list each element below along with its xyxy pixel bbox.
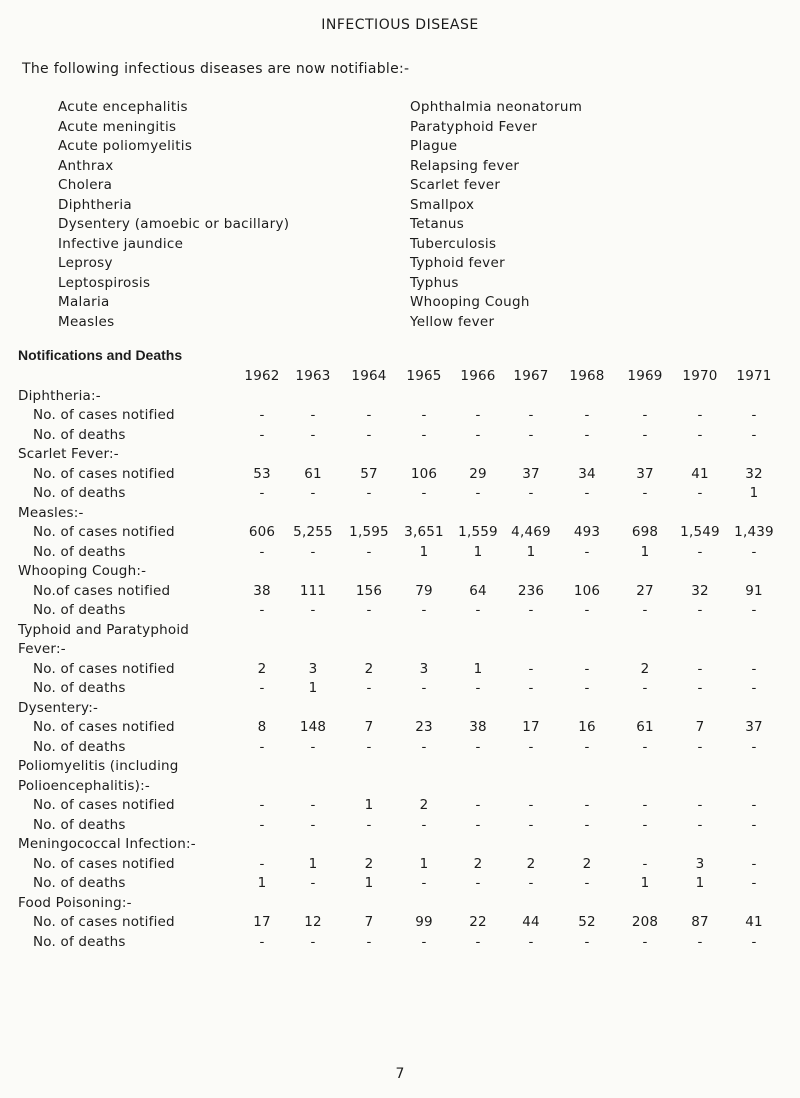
table-cell: - — [366, 485, 372, 501]
year-header: 1962 — [244, 368, 280, 384]
year-header: 1969 — [627, 368, 663, 384]
table-cell: - — [642, 680, 648, 696]
row-label: No. of cases notified — [33, 524, 175, 540]
table-row — [0, 523, 800, 543]
notifiable-disease-item: Dysentery (amoebic or bacillary) — [58, 216, 290, 232]
table-cell: - — [421, 407, 427, 423]
table-row — [0, 426, 800, 446]
table-cell: - — [584, 797, 590, 813]
table-cell: 4,469 — [511, 524, 551, 540]
disease-group-heading — [0, 777, 800, 797]
table-cell: - — [366, 602, 372, 618]
table-cell: 22 — [469, 914, 487, 930]
table-cell: - — [528, 933, 534, 950]
notifiable-disease-item: Tetanus — [410, 216, 465, 232]
table-cell: - — [310, 816, 316, 833]
notifiable-disease-item: Leptospirosis — [58, 274, 151, 291]
row-label: No. of deaths — [33, 816, 126, 833]
table-cell: - — [584, 485, 590, 501]
table-cell: - — [697, 680, 703, 696]
table-cell: 2 — [257, 660, 267, 677]
table-cell: 1 — [473, 660, 483, 677]
table-cell: - — [751, 738, 757, 755]
notifiable-disease-item: Acute encephalitis — [58, 99, 188, 115]
table-cell: - — [584, 875, 590, 891]
table-cell: 99 — [415, 914, 433, 930]
table-cell: - — [528, 875, 534, 891]
notifiable-disease-item: Cholera — [58, 177, 113, 193]
row-label: No. of deaths — [33, 933, 126, 950]
table-cell: 41 — [691, 465, 709, 482]
disease-group-label: Poliomyelitis (including — [18, 758, 179, 774]
notifiable-disease-item: Tuberculosis — [410, 235, 497, 252]
notifiable-disease-item: Relapsing fever — [410, 157, 520, 174]
table-cell: 1 — [257, 875, 267, 891]
table-cell: - — [528, 407, 534, 423]
table-cell: 3,651 — [404, 524, 444, 540]
table-cell: - — [310, 485, 316, 501]
table-cell: - — [310, 407, 316, 423]
table-cell: - — [366, 816, 372, 833]
disease-group-label: Whooping Cough:- — [18, 563, 147, 579]
table-cell: - — [366, 426, 372, 443]
notifiable-disease-item: Plague — [410, 138, 458, 154]
table-cell: 7 — [364, 914, 374, 930]
notifiable-disease-item: Ophthalmia neonatorum — [410, 99, 583, 115]
table-cell: - — [697, 933, 703, 950]
table-cell: - — [421, 875, 427, 891]
table-cell: 12 — [304, 914, 322, 930]
table-cell: 2 — [582, 855, 592, 872]
notifiable-disease-item: Yellow fever — [410, 313, 495, 330]
year-header: 1971 — [736, 368, 772, 384]
notifiable-disease-item: Typhoid fever — [410, 255, 505, 271]
table-cell: 1,595 — [349, 524, 389, 540]
table-cell: 37 — [636, 465, 654, 482]
table-cell: - — [310, 738, 316, 755]
table-cell: 3 — [308, 660, 318, 677]
table-cell: 44 — [522, 914, 540, 930]
table-cell: - — [584, 660, 590, 677]
table-row — [0, 543, 800, 563]
table-cell: 17 — [253, 914, 271, 930]
table-cell: 1 — [526, 543, 536, 560]
table-cell: - — [259, 855, 265, 872]
table-cell: - — [259, 680, 265, 696]
table-cell: 32 — [745, 465, 763, 482]
disease-group-heading — [0, 894, 800, 914]
table-cell: - — [584, 407, 590, 423]
table-cell: 8 — [257, 719, 267, 735]
table-cell: - — [421, 602, 427, 618]
table-cell: 29 — [469, 465, 487, 482]
year-header: 1963 — [295, 368, 331, 384]
table-cell: - — [528, 738, 534, 755]
table-cell: 111 — [299, 582, 327, 599]
notifiable-disease-item: Whooping Cough — [410, 294, 530, 310]
table-cell: - — [697, 426, 703, 443]
table-cell: 208 — [631, 914, 659, 930]
table-cell: 1 — [419, 543, 429, 560]
notifiable-disease-item: Acute meningitis — [58, 118, 177, 135]
table-row — [0, 933, 800, 953]
row-label: No. of deaths — [33, 485, 126, 501]
table-row — [0, 796, 800, 816]
row-label: No. of cases notified — [33, 719, 175, 735]
intro-text: The following infectious diseases are now notifiable:- — [22, 61, 410, 77]
notifiable-disease-item: Scarlet fever — [410, 177, 501, 193]
table-cell: 41 — [745, 914, 763, 930]
table-cell: - — [421, 933, 427, 950]
row-label: No. of deaths — [33, 602, 126, 618]
table-cell: - — [366, 933, 372, 950]
disease-group-label: Measles:- — [18, 504, 84, 521]
table-cell: 53 — [253, 465, 271, 482]
table-cell: 38 — [469, 719, 487, 735]
table-cell: - — [697, 407, 703, 423]
disease-group-heading — [0, 621, 800, 641]
year-header: 1966 — [460, 368, 496, 384]
notifiable-disease-item: Infective jaundice — [58, 235, 184, 252]
disease-group-label: Polioencephalitis):- — [18, 777, 150, 794]
table-cell: 106 — [410, 465, 438, 482]
table-cell: - — [751, 933, 757, 950]
table-cell: - — [584, 738, 590, 755]
disease-group-heading — [0, 387, 800, 407]
disease-group-heading — [0, 757, 800, 777]
table-cell: 7 — [364, 719, 374, 735]
table-cell: 34 — [578, 465, 596, 482]
table-cell: - — [475, 816, 481, 833]
table-cell: 64 — [469, 582, 487, 599]
table-cell: - — [310, 875, 316, 891]
table-cell: 1 — [308, 855, 318, 872]
table-cell: - — [475, 933, 481, 950]
table-cell: - — [259, 816, 265, 833]
table-cell: - — [584, 602, 590, 618]
table-cell: 3 — [419, 660, 429, 677]
row-label: No. of cases notified — [33, 855, 175, 872]
notifiable-disease-item: Leprosy — [58, 255, 113, 271]
table-cell: 156 — [355, 582, 383, 599]
table-cell: - — [528, 602, 534, 618]
table-cell: 79 — [415, 582, 433, 599]
disease-group-heading — [0, 445, 800, 465]
table-cell: - — [751, 816, 757, 833]
table-row — [0, 660, 800, 680]
table-cell: 16 — [578, 719, 596, 735]
table-cell: - — [584, 933, 590, 950]
table-cell: 61 — [304, 465, 322, 482]
table-cell: - — [366, 543, 372, 560]
table-cell: - — [366, 407, 372, 423]
table-cell: - — [642, 933, 648, 950]
table-row — [0, 601, 800, 621]
table-cell: - — [584, 543, 590, 560]
table-cell: - — [366, 738, 372, 755]
table-cell: 1 — [473, 543, 483, 560]
table-cell: - — [475, 426, 481, 443]
table-cell: - — [528, 680, 534, 696]
notifiable-diseases-right-column — [410, 98, 582, 332]
table-cell: 106 — [573, 582, 601, 599]
table-cell: 7 — [695, 719, 705, 735]
row-label: No. of deaths — [33, 738, 126, 755]
table-cell: 236 — [517, 582, 545, 599]
year-header: 1970 — [682, 368, 718, 384]
disease-group-label: Diphtheria:- — [18, 387, 101, 404]
table-cell: - — [528, 816, 534, 833]
row-label: No. of cases notified — [33, 465, 175, 482]
year-header: 1964 — [351, 368, 387, 384]
table-cell: 3 — [695, 855, 705, 872]
table-cell: 1 — [419, 855, 429, 872]
notifiable-disease-item: Acute poliomyelitis — [58, 138, 193, 154]
table-row — [0, 582, 800, 602]
row-label: No.of cases notified — [33, 582, 171, 599]
table-cell: 1,439 — [734, 524, 774, 540]
disease-group-label: Dysentery:- — [18, 699, 99, 716]
table-cell: - — [475, 485, 481, 501]
table-row — [0, 913, 800, 933]
disease-group-heading — [0, 640, 800, 660]
table-cell: - — [475, 738, 481, 755]
table-cell: 1 — [749, 485, 759, 501]
notifiable-diseases-left-column — [58, 98, 289, 332]
table-cell: 1 — [640, 543, 650, 560]
table-cell: 1 — [308, 680, 318, 696]
disease-group-heading — [0, 504, 800, 524]
table-cell: - — [642, 816, 648, 833]
table-cell: 38 — [253, 582, 271, 599]
table-cell: - — [697, 602, 703, 618]
table-cell: 23 — [415, 719, 433, 735]
table-cell: - — [421, 426, 427, 443]
table-cell: 2 — [640, 660, 650, 677]
table-cell: - — [642, 602, 648, 618]
table-cell: - — [475, 407, 481, 423]
table-cell: - — [528, 485, 534, 501]
notifiable-disease-item: Anthrax — [58, 157, 114, 174]
table-cell: - — [642, 855, 648, 872]
disease-group-label: Scarlet Fever:- — [18, 446, 119, 462]
notifiable-disease-item: Smallpox — [410, 196, 475, 213]
table-cell: 2 — [419, 797, 429, 813]
table-cell: - — [310, 797, 316, 813]
table-cell: 57 — [360, 465, 378, 482]
table-cell: 32 — [691, 582, 709, 599]
disease-group-label: Typhoid and Paratyphoid — [18, 621, 190, 638]
table-row — [0, 874, 800, 894]
table-cell: - — [259, 797, 265, 813]
row-label: No. of cases notified — [33, 660, 175, 677]
table-cell: - — [528, 660, 534, 677]
table-cell: 1 — [364, 875, 374, 891]
table-cell: - — [642, 485, 648, 501]
table-cell: - — [697, 816, 703, 833]
table-cell: - — [751, 875, 757, 891]
notifiable-disease-item: Typhus — [410, 274, 459, 291]
table-row — [0, 816, 800, 836]
disease-group-heading — [0, 699, 800, 719]
table-cell: 493 — [573, 524, 601, 540]
row-label: No. of cases notified — [33, 914, 175, 930]
table-row — [0, 406, 800, 426]
page-number: 7 — [395, 1066, 405, 1082]
table-cell: - — [697, 543, 703, 560]
row-label: No. of cases notified — [33, 407, 175, 423]
table-cell: 1 — [640, 875, 650, 891]
table-cell: - — [751, 855, 757, 872]
notifiable-disease-item: Measles — [58, 313, 115, 330]
year-header-row — [0, 367, 800, 387]
table-cell: 61 — [636, 719, 654, 735]
year-header: 1965 — [406, 368, 442, 384]
disease-group-label: Fever:- — [18, 641, 66, 657]
row-label: No. of deaths — [33, 543, 126, 560]
row-label: No. of deaths — [33, 680, 126, 696]
table-row — [0, 465, 800, 485]
table-cell: - — [751, 660, 757, 677]
table-cell: - — [751, 680, 757, 696]
table-row — [0, 484, 800, 504]
table-cell: - — [751, 543, 757, 560]
table-cell: 37 — [745, 719, 763, 735]
table-cell: 91 — [745, 582, 763, 599]
table-cell: - — [751, 602, 757, 618]
table-cell: 606 — [248, 524, 276, 540]
disease-group-heading — [0, 562, 800, 582]
table-cell: - — [642, 738, 648, 755]
table-row — [0, 738, 800, 758]
notifiable-disease-item: Paratyphoid Fever — [410, 118, 538, 135]
table-cell: - — [259, 602, 265, 618]
notifiable-disease-item: Malaria — [58, 294, 110, 310]
table-cell: - — [310, 543, 316, 560]
table-cell: - — [421, 816, 427, 833]
table-cell: - — [259, 426, 265, 443]
table-cell: - — [475, 875, 481, 891]
table-cell: 1,559 — [458, 524, 498, 540]
row-label: No. of deaths — [33, 875, 126, 891]
table-cell: - — [259, 407, 265, 423]
table-cell: 2 — [364, 855, 374, 872]
table-cell: - — [584, 426, 590, 443]
table-cell: - — [259, 738, 265, 755]
table-cell: 1 — [695, 875, 705, 891]
table-cell: 1 — [364, 797, 374, 813]
table-cell: - — [697, 485, 703, 501]
table-cell: - — [642, 426, 648, 443]
table-cell: - — [751, 407, 757, 423]
table-cell: - — [366, 680, 372, 696]
table-cell: - — [697, 660, 703, 677]
page-title: INFECTIOUS DISEASE — [321, 17, 479, 33]
table-cell: - — [310, 602, 316, 618]
section-heading: Notifications and Deaths — [18, 347, 183, 363]
table-cell: - — [259, 543, 265, 560]
row-label: No. of deaths — [33, 426, 126, 443]
table-cell: 87 — [691, 914, 709, 930]
table-cell: - — [310, 426, 316, 443]
table-cell: - — [751, 797, 757, 813]
table-cell: - — [584, 680, 590, 696]
table-cell: 148 — [299, 719, 327, 735]
table-cell: - — [697, 738, 703, 755]
table-cell: - — [528, 426, 534, 443]
disease-group-heading — [0, 835, 800, 855]
table-cell: - — [310, 933, 316, 950]
table-cell: - — [421, 485, 427, 501]
table-cell: 52 — [578, 914, 596, 930]
table-row — [0, 718, 800, 738]
notifiable-disease-item: Diphtheria — [58, 196, 133, 213]
disease-group-label: Food Poisoning:- — [18, 894, 132, 911]
table-cell: - — [697, 797, 703, 813]
table-cell: - — [642, 797, 648, 813]
table-cell: - — [475, 602, 481, 618]
table-cell: 2 — [364, 660, 374, 677]
table-cell: 37 — [522, 465, 540, 482]
table-cell: - — [475, 797, 481, 813]
table-cell: 5,255 — [293, 524, 333, 540]
notifications-table — [0, 367, 800, 952]
table-cell: - — [528, 797, 534, 813]
table-cell: 1,549 — [680, 524, 720, 540]
row-label: No. of cases notified — [33, 797, 175, 813]
table-cell: - — [259, 933, 265, 950]
table-cell: 27 — [636, 582, 654, 599]
table-cell: 17 — [522, 719, 540, 735]
table-cell: - — [259, 485, 265, 501]
year-header: 1968 — [569, 368, 605, 384]
table-cell: - — [751, 426, 757, 443]
table-cell: - — [421, 680, 427, 696]
year-header: 1967 — [513, 368, 549, 384]
table-cell: - — [642, 407, 648, 423]
table-cell: - — [475, 680, 481, 696]
table-cell: 2 — [526, 855, 536, 872]
table-row — [0, 679, 800, 699]
table-cell: - — [584, 816, 590, 833]
table-cell: - — [421, 738, 427, 755]
disease-group-label: Meningococcal Infection:- — [18, 836, 196, 852]
table-cell: 2 — [473, 855, 483, 872]
table-cell: 698 — [631, 524, 659, 540]
table-row — [0, 855, 800, 875]
